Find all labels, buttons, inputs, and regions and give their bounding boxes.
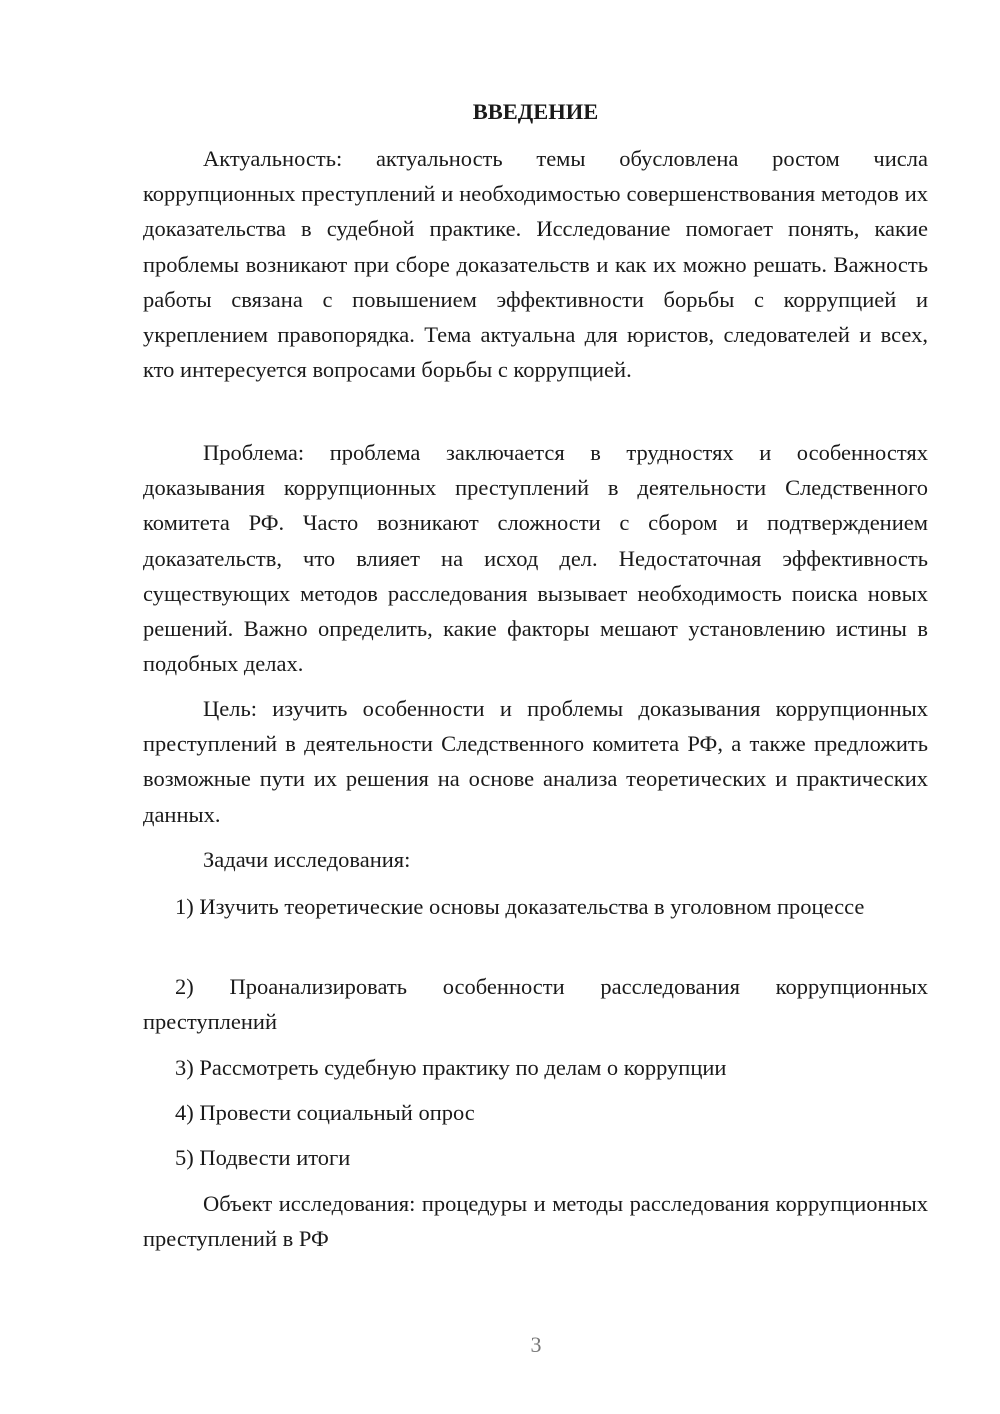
paragraph-object: Объект исследования: процедуры и методы расследования коррупционных преступлений в РФ <box>143 1191 928 1252</box>
paragraph-problem: Проблема: проблема заключается в трудностях и особенностях доказывания коррупционных преступлений в деятельности Следственного комитета РФ. Часто возникают сложности с сбором и подтверждением доказательств, что влияет на исход дел. Недостаточная эффективность существующих методов расследования вызывает необходимость поиска новых решений. Важно определить, какие факторы мешают установлению истины в подобных делах. <box>143 440 928 677</box>
paragraph-tasks-heading: Задачи исследования: <box>203 847 411 872</box>
task-item-1: 1) Изучить теоретические основы доказательства в уголовном процессе <box>175 894 865 919</box>
page-number: 3 <box>530 1332 542 1357</box>
task-item-3: 3) Рассмотреть судебную практику по делам о коррупции <box>175 1055 727 1080</box>
section-title: ВВЕДЕНИЕ <box>472 99 599 124</box>
task-item-2: 2) Проанализировать особенности расследования коррупционных преступлений <box>143 974 928 1035</box>
task-item-4: 4) Провести социальный опрос <box>175 1100 475 1125</box>
task-item-5: 5) Подвести итоги <box>175 1145 351 1170</box>
paragraph-goal: Цель: изучить особенности и проблемы доказывания коррупционных преступлений в деятельности Следственного комитета РФ, а также предложить возможные пути их решения на основе анализа теоретических и практических данных. <box>143 696 928 827</box>
paragraph-relevance: Актуальность: актуальность темы обусловлена ростом числа коррупционных преступлений и необходимостью совершенствования методов их доказательства в судебной практике. Исследование помогает понять, какие проблемы возникают при сборе доказательств и как их можно решать. Важность работы связана с повышением эффективности борьбы с коррупцией и укреплением правопорядка. Тема актуальна для юристов, следователей и всех, кто интересуется вопросами борьбы с коррупцией. <box>143 146 928 383</box>
